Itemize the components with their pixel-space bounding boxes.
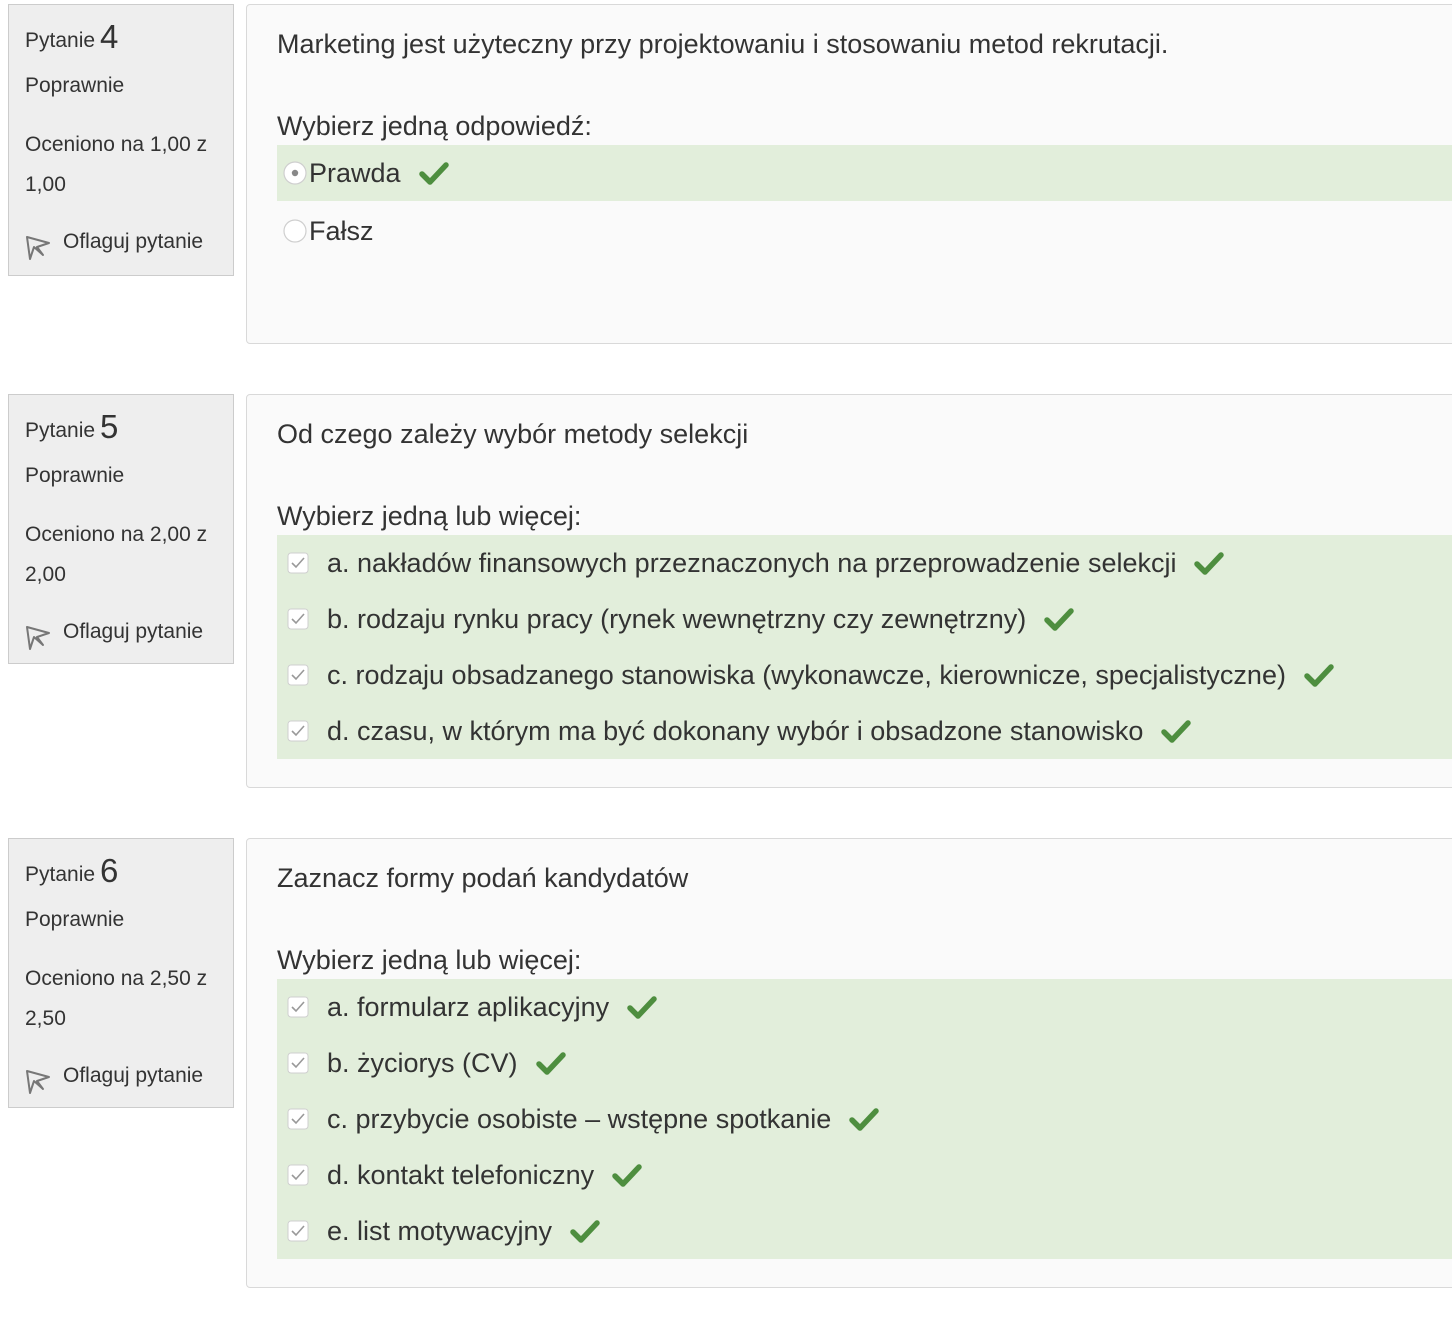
answer-option[interactable] (277, 703, 1452, 759)
checkbox-checked-icon[interactable] (287, 1164, 309, 1186)
answer-option[interactable] (277, 979, 1452, 1035)
correct-check-icon (1161, 718, 1191, 744)
answer-option[interactable] (277, 1035, 1452, 1091)
question-status: Poprawnie (25, 464, 125, 487)
answer-label: a. nakładów finansowych przeznaczonych na przeprowadzenie selekcji (327, 547, 1177, 578)
answer-label: e. list motywacyjny (327, 1215, 553, 1246)
question-text: Marketing jest użyteczny przy projektowaniu i stosowaniu metod rekrutacji. (277, 29, 1169, 59)
flag-question-button[interactable]: Oflaguj pytanie (25, 613, 203, 651)
question-info-panel (8, 4, 234, 276)
answer-label: d. kontakt telefoniczny (327, 1159, 595, 1190)
checkbox-checked-icon[interactable] (287, 608, 309, 630)
question-content (246, 838, 1452, 1288)
question-status: Poprawnie (25, 74, 125, 97)
correct-check-icon (627, 994, 657, 1020)
correct-check-icon (612, 1162, 642, 1188)
answer-label: c. rodzaju obsadzanego stanowiska (wykonawcze, kierownicze, specjalistyczne) (327, 659, 1286, 690)
checkbox-checked-icon[interactable] (287, 1108, 309, 1130)
answer-prompt: Wybierz jedną odpowiedź: (277, 111, 592, 141)
answer-option[interactable] (277, 1091, 1452, 1147)
flag-question-button[interactable]: Oflaguj pytanie (25, 1057, 203, 1095)
answer-prompt: Wybierz jedną lub więcej: (277, 945, 582, 975)
answer-option[interactable] (277, 535, 1452, 591)
flag-question-button[interactable]: Oflaguj pytanie (25, 223, 203, 261)
answer-prompt: Wybierz jedną lub więcej: (277, 501, 582, 531)
answer-option[interactable] (277, 1147, 1452, 1203)
question-grade: Oceniono na 2,50 z 2,50 (25, 967, 208, 1030)
answer-option[interactable] (277, 145, 1452, 201)
question-grade: Oceniono na 2,00 z 2,00 (25, 523, 208, 586)
answer-label: c. przybycie osobiste – wstępne spotkanie (327, 1103, 832, 1134)
correct-check-icon (849, 1106, 879, 1132)
answer-option[interactable] (277, 647, 1452, 703)
correct-check-icon (1044, 606, 1074, 632)
checkbox-checked-icon[interactable] (287, 1220, 309, 1242)
answer-list (277, 145, 1452, 259)
answer-label: Prawda (309, 157, 401, 188)
answer-option[interactable] (277, 1203, 1452, 1259)
question-status: Poprawnie (25, 908, 125, 931)
flag-icon (25, 1065, 51, 1095)
checkbox-checked-icon[interactable] (287, 552, 309, 574)
checkbox-checked-icon[interactable] (287, 996, 309, 1018)
answer-label: Fałsz (309, 215, 374, 246)
question-text: Zaznacz formy podań kandydatów (277, 863, 689, 893)
radio-unselected-icon[interactable] (283, 219, 307, 243)
question-number: Pytanie 6 (25, 852, 119, 889)
question-content (246, 4, 1452, 344)
flag-icon (25, 621, 51, 651)
checkbox-checked-icon[interactable] (287, 664, 309, 686)
correct-check-icon (536, 1050, 566, 1076)
question-number: Pytanie 4 (25, 18, 119, 55)
correct-check-icon (1304, 662, 1334, 688)
question-text: Od czego zależy wybór metody selekcji (277, 419, 749, 449)
radio-selected-icon[interactable] (283, 161, 307, 185)
correct-check-icon (1194, 550, 1224, 576)
question-grade: Oceniono na 1,00 z 1,00 (25, 133, 208, 196)
checkbox-checked-icon[interactable] (287, 1052, 309, 1074)
question-number: Pytanie 5 (25, 408, 119, 445)
answer-label: b. rodzaju rynku pracy (rynek wewnętrzny czy zewnętrzny) (327, 603, 1027, 634)
flag-icon (25, 231, 51, 261)
answer-option[interactable] (277, 203, 1452, 259)
correct-check-icon (419, 160, 449, 186)
answer-option[interactable] (277, 591, 1452, 647)
answer-list (277, 979, 1452, 1259)
question-info-panel (8, 838, 234, 1108)
question-info-panel (8, 394, 234, 664)
answer-label: b. życiorys (CV) (327, 1047, 518, 1078)
checkbox-checked-icon[interactable] (287, 720, 309, 742)
question-content (246, 394, 1452, 788)
answer-list (277, 535, 1452, 759)
answer-label: d. czasu, w którym ma być dokonany wybór i obsadzone stanowisko (327, 715, 1144, 746)
answer-label: a. formularz aplikacyjny (327, 991, 610, 1022)
correct-check-icon (570, 1218, 600, 1244)
